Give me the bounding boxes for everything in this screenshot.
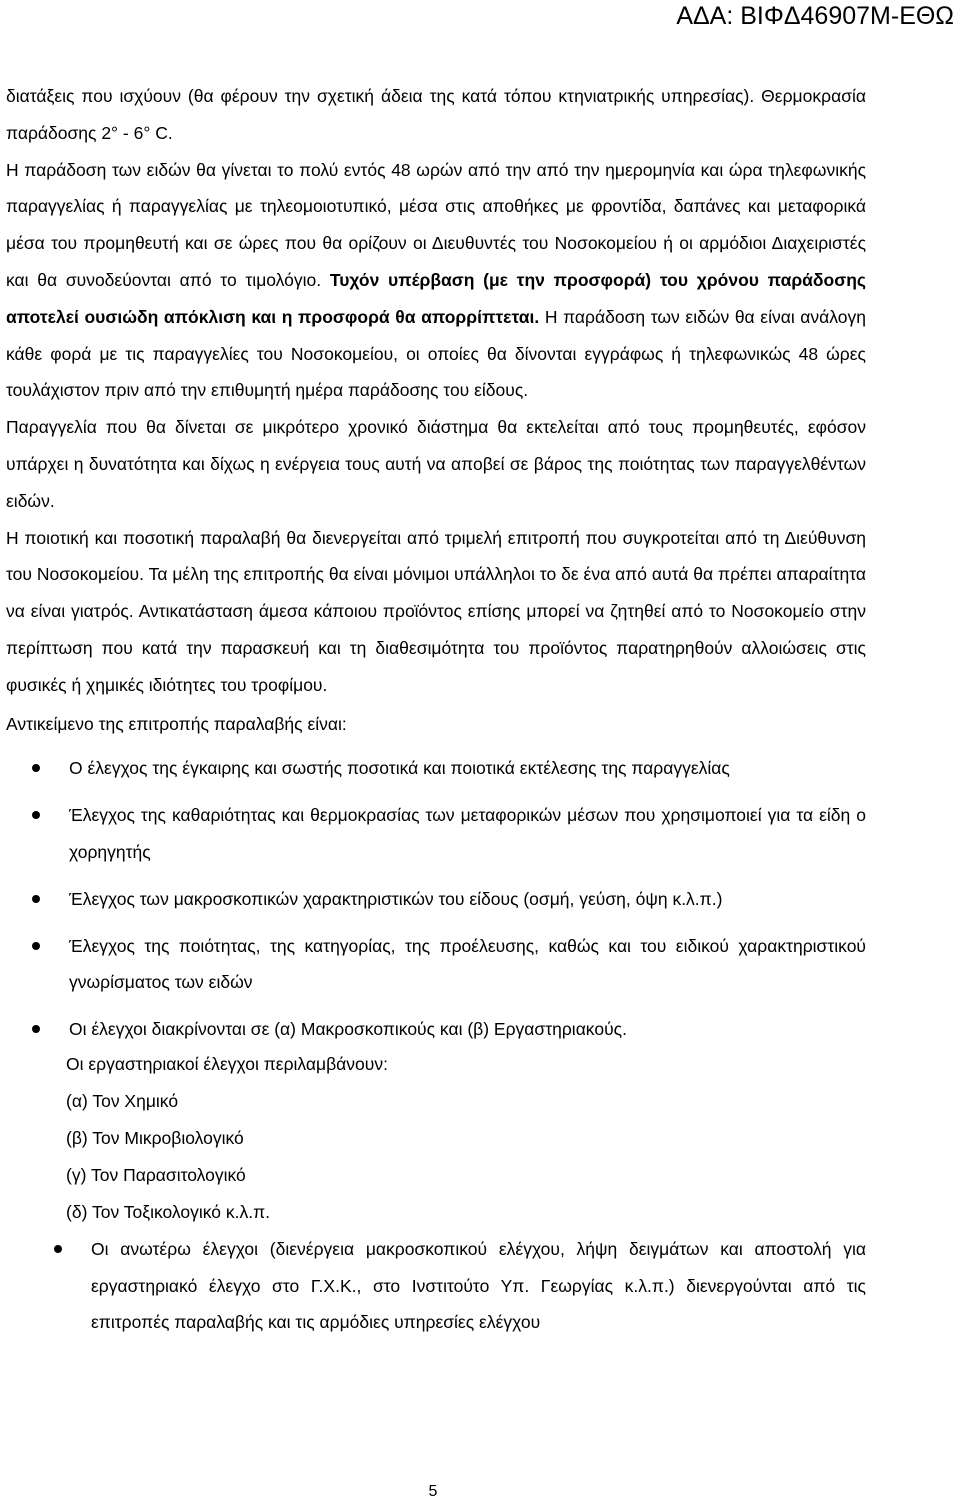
list-item <box>6 881 866 918</box>
page-number: 5 <box>428 1483 438 1500</box>
list-item-text: Έλεγχος της ποιότητας, της κατηγορίας, της προέλευσης, καθώς και του ειδικού χαρακτηριστικού γνωρίσματος των ειδών <box>69 935 866 993</box>
lab-checks-list <box>6 1083 866 1231</box>
bullet-icon <box>32 1025 40 1033</box>
list-item <box>6 1231 866 1341</box>
list-item-text: Ο έλεγχος της έγκαιρης και σωστής ποσοτικά και ποιοτικά εκτέλεσης της παραγγελίας <box>69 758 730 779</box>
list-item-text: Οι έλεγχοι διακρίνονται σε (α) Μακροσκοπικούς και (β) Εργαστηριακούς. <box>69 1019 627 1040</box>
delivery-text-2: Η παράδοση των ειδών θα είναι ανάλογη κάθε φορά με τις παραγγελίες του Νοσοκομείου, οι οποίες θα δίνονται εγγράφως ή τηλεφωνικώς 48 ώρες τουλάχιστον πριν από την επιθυμητή ημέρα παράδοσης του είδους. <box>6 306 866 401</box>
list-item-text: Έλεγχος της καθαριότητας και θερμοκρασίας των μεταφορικών μέσων που χρησιμοποιεί για τα είδη ο χορηγητής <box>69 805 866 862</box>
ada-code: ΑΔΑ: ΒΙΦΔ46907Μ-ΕΘΩ <box>676 2 954 30</box>
list-item <box>6 750 866 787</box>
lab-item: (γ) Τον Παρασιτολογικό <box>66 1164 246 1185</box>
committee-heading: Αντικείμενο της επιτροπής παραλαβής είναι: <box>6 713 347 734</box>
lab-checks-intro: Οι εργαστηριακοί έλεγχοι περιλαμβάνουν: <box>66 1053 388 1074</box>
lab-item: (δ) Τον Τοξικολογικό κ.λ.π. <box>66 1201 271 1222</box>
bullet-icon <box>32 764 40 772</box>
bullet-icon <box>32 942 40 950</box>
document-body <box>6 78 866 1351</box>
bullet-icon <box>54 1245 62 1253</box>
delivery-text-1: Η παράδοση των ειδών θα γίνεται το πολύ εντός 48 ωρών από την από την ημερομηνία και ώρα τηλεφωνικής παραγγελίας ή παραγγελίας με τηλεομοιοτυπικό, μέσα στις αποθήκες με φροντίδα, δαπάνες και μεταφορικά μέσα του προμηθευτή και σε ώρες που θα ορίζουν οι Διευθυντές του Νοσοκομείου ή οι αρμόδιοι Διαχειριστές και θα συνοδεύονται από το τιμολόγιο. <box>6 159 866 290</box>
paragraph-committee: Η ποιοτική και ποσοτική παραλαβή θα διενεργείται από τριμελή επιτροπή που συγκροτείται από τη Διεύθυνση του Νοσοκομείου. Τα μέλη της επιτροπής θα είναι μόνιμοι υπάλληλοι το δε ένα από αυτά θα πρέπει απαραίτητα να είναι γιατρός. Αντικατάσταση άμεσα κάποιου προϊόντος επίσης μπορεί να ζητηθεί από το Νοσοκομείο στην περίπτωση που κατά την παρασκευή και τη διαθεσιμότητα του προϊόντος παρατηρηθούν αλλοιώσεις στις φυσικές ή χημικές ιδιότητες του τροφίμου. <box>6 527 866 695</box>
paragraph-orders: Παραγγελία που θα δίνεται σε μικρότερο χρονικό διάστημα θα εκτελείται από τους προμηθευτές, εφόσον υπάρχει η δυνατότητα και δίχως η ενέργεια τους αυτή να αποβεί σε βάρος της ποιότητας των παραγγελθέντων ειδών. <box>6 417 866 511</box>
delivery-bold-warning: Τυχόν υπέρβαση (με την προσφορά) του χρόνου παράδοσης αποτελεί ουσιώδη απόκλιση και η προσφορά θα απορρίπτεται. <box>6 269 866 327</box>
list-item-text: Οι ανωτέρω έλεγχοι (διενέργεια μακροσκοπικού ελέγχου, λήψη δειγμάτων και αποστολή για εργαστηριακό έλεγχο στο Γ.Χ.Κ., στο Ινστιτούτο Υπ. Γεωργίας κ.λ.π.) διενεργούνται από τις επιτροπές παραλαβής και τις αρμόδιες υπηρεσίες ελέγχου <box>91 1238 866 1333</box>
lab-item: (α) Τον Χημικό <box>66 1090 179 1111</box>
paragraph-temperature: διατάξεις που ισχύουν (θα φέρουν την σχετική άδεια της κατά τόπου κτηνιατρικής υπηρεσίας). Θερμοκρασία παράδοσης 2° - 6° C. <box>6 86 866 143</box>
committee-tasks-list <box>6 750 866 1048</box>
list-item <box>6 1011 866 1048</box>
list-item <box>6 928 866 1002</box>
list-item <box>6 797 866 871</box>
final-bullet-list <box>6 1231 866 1341</box>
lab-item: (β) Τον Μικροβιολογικό <box>66 1127 244 1148</box>
paragraph-delivery <box>6 152 866 410</box>
list-item-text: Έλεγχος των μακροσκοπικών χαρακτηριστικών του είδους (οσμή, γεύση, όψη κ.λ.π.) <box>69 888 723 909</box>
bullet-icon <box>32 811 40 819</box>
bullet-icon <box>32 895 40 903</box>
